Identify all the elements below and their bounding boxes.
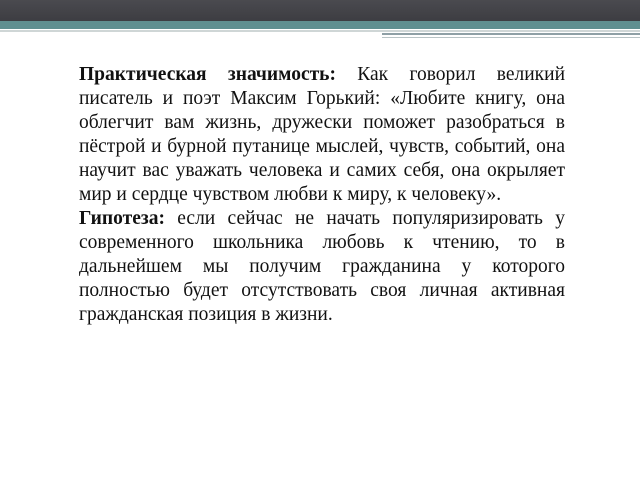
header-accent-stripe xyxy=(0,21,640,29)
practical-significance-paragraph xyxy=(79,63,565,207)
practical-significance-text: Как говорил великий писатель и поэт Максим Горький: «Любите книгу, она облегчит вам жизнь, дружески поможет разобраться в пёстрой и бурной путанице мыслей, чувств, событий, она научит вас уважать человека и самих себя, она окрыляет мир и сердце чувством любви к миру, к человеку». xyxy=(79,64,566,205)
decorative-line-top xyxy=(382,33,640,35)
hypothesis-label: Гипотеза: xyxy=(79,208,165,229)
header-divider-line xyxy=(0,30,640,32)
practical-significance-label: Практическая значимость: xyxy=(79,64,336,85)
hypothesis-paragraph xyxy=(79,207,565,327)
header-band xyxy=(0,0,640,21)
hypothesis-text: если сейчас не начать популяризировать у современного школьника любовь к чтению, то в дальнейшем мы получим гражданина у которого полностью будет отсутствовать своя личная активная гражданская позиция в жизни. xyxy=(79,208,565,325)
slide-body xyxy=(79,63,565,327)
decorative-line-bottom xyxy=(382,37,640,38)
